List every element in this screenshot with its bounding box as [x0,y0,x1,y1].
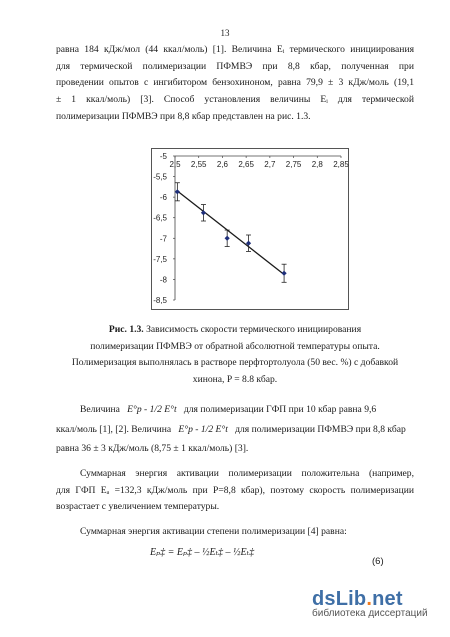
y-tick-label: -6,5 [153,213,167,223]
x-tick-label: 2,6 [216,160,228,169]
y-tick-label: -8,5 [153,296,167,305]
page-number: 13 [220,28,230,38]
text-line [56,402,414,419]
text-span: ккал/моль [1], [2]. Величина [56,423,172,435]
caption-line-1 [56,322,414,339]
y-tick-label: -5 [159,152,167,161]
y-tick-label: -6 [159,193,167,203]
paragraph-activation [56,466,414,516]
y-tick-label: -5,5 [153,172,167,182]
formula-inline: E°p - 1/2 E°t [127,404,177,415]
x-tick-label: 2,75 [285,160,302,169]
watermark-logo-a: dsLib [312,588,367,610]
caption-line-2: полимеризации ПФМВЭ от обратной абсолютной температуры опыта. [90,340,380,352]
formula-inline: E°p - 1/2 E°t [178,423,228,435]
paragraph-values [56,402,414,458]
text-line: равна 184 кДж/мол (44 ккал/моль) [1]. Величина Eᵢ термического инициирования [56,44,414,55]
caption-line-4: хинона, P = 8.8 кбар. [192,374,278,386]
text-line: для термической полимеризации ПФМВЭ при 8,8 кбар, полученная при [56,60,414,72]
chart-frame [152,149,349,310]
caption-label: Рис. 1.3. [108,324,144,335]
x-tick-label: 2,65 [238,160,254,169]
text-line [56,422,414,439]
x-tick-label: 2,8 [311,160,323,169]
dslib-watermark [312,588,442,619]
text-line: ± 1 ккал/моль) [3]. Способ установления величины Eᵢ для термической [56,94,414,106]
text-span: для полимеризации ПФМВЭ при 8,8 кбар [235,423,406,435]
x-tick-label: 2,85 [333,160,349,169]
text-line: равна 36 ± 3 кДж/моль (8,75 ± 1 ккал/моль) [3]. [56,443,249,455]
figure-chart [151,148,349,310]
y-tick-label: -7,5 [153,254,167,264]
paragraph-degree [56,524,414,541]
y-tick-label: -8 [159,275,167,285]
caption-line-3: Полимеризация выполнялась в растворе перфтортолуола (50 вес. %) с добавкой [71,357,399,369]
text-line: для ГФП Eₐ =132,3 кДж/моль при P=8,8 кбар), поэтому скорость полимеризации [56,484,414,496]
intro-paragraph [56,42,414,126]
equation-number: (6) [372,556,384,567]
y-tick-label: -7 [159,234,167,244]
equation: Eₚ‡ = Eₚ‡ – ½Eₜ‡ – ½Eₜ‡ [150,547,255,558]
x-tick-label: 2,7 [264,160,276,169]
text-line: проведении опытов с ингибитором бензохиноном, равна 79,9 ± 3 кДж/моль (19,1 [56,77,414,89]
watermark-subtitle: библиотека диссертаций [312,608,428,619]
text-line: полимеризации ПФМВЭ при 8,8 кбар представлен на рис. 1.3. [56,110,311,122]
figure-caption [56,322,414,389]
text-line: Суммарная энергия активации полимеризации положительна (например, [80,468,414,479]
caption-text: Зависимость скорости термического инициирования [143,324,362,335]
chart-svg [151,148,349,310]
watermark-logo-dot: . [366,588,373,610]
text-span: Величина [80,404,120,415]
x-tick-label: 2,5 [169,160,181,169]
text-line: возрастает с увеличением температуры. [56,501,220,513]
text-span: для полимеризации ГФП при 10 кбар равна 9,6 [183,404,377,415]
text-line: Суммарная энергия активации степени полимеризации [4] равна: [80,526,347,537]
x-tick-label: 2,55 [190,160,207,169]
watermark-logo-b: net [372,588,403,610]
